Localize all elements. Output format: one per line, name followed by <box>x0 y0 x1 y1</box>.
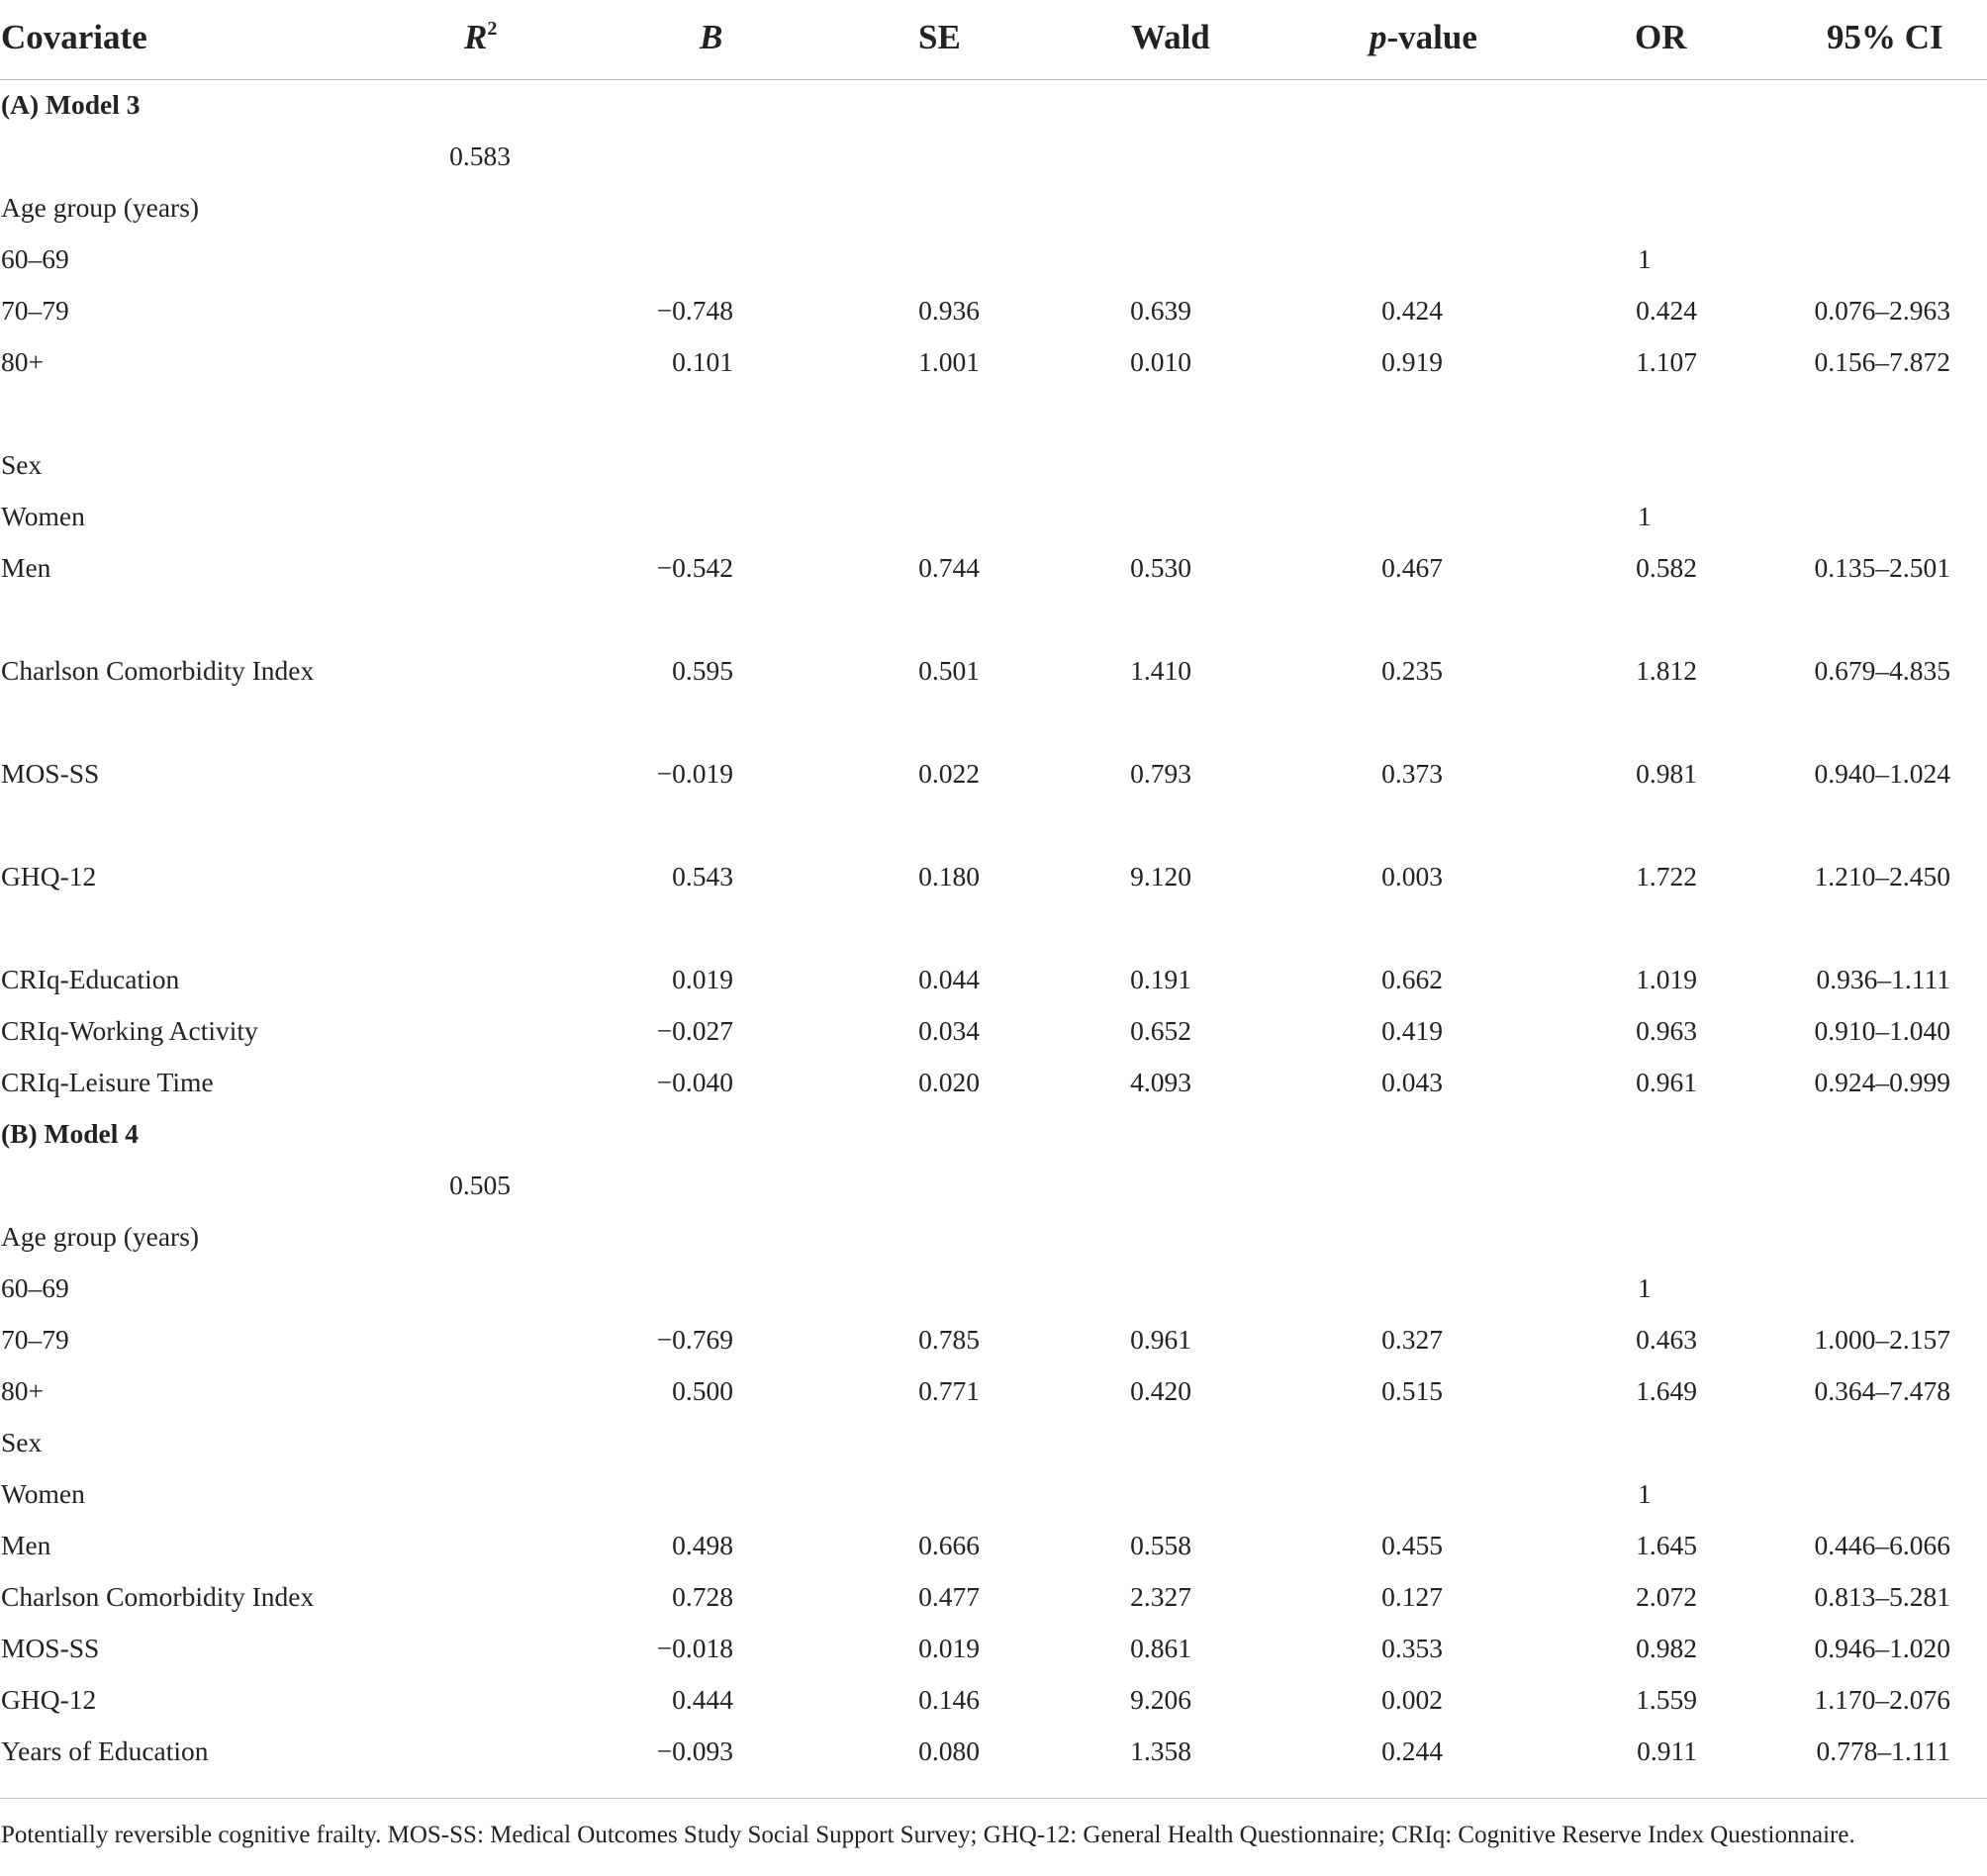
cell-se: 0.020 <box>918 1067 980 1097</box>
covariate-label: Years of Education <box>1 1735 209 1766</box>
header-p-value <box>1370 18 1477 57</box>
cell-or: 0.982 <box>1636 1633 1697 1663</box>
cell-b: 0.019 <box>672 964 733 994</box>
cell-se: 1.001 <box>918 346 980 377</box>
table-header <box>0 0 1987 80</box>
cell-p-value: 0.235 <box>1381 655 1443 686</box>
table-row <box>0 1470 1987 1522</box>
table-bottom-rule <box>0 1798 1987 1799</box>
header-wald: Wald <box>1131 18 1210 56</box>
cell-ci: 0.076–2.963 <box>1814 295 1950 326</box>
cell-wald: 4.093 <box>1130 1067 1191 1097</box>
table-row <box>0 1367 1987 1419</box>
cell-or: 1.019 <box>1636 964 1697 994</box>
covariate-label: CRIq-Working Activity <box>1 1015 258 1046</box>
table-row <box>0 750 1987 801</box>
cell-p-value: 0.353 <box>1381 1633 1443 1663</box>
cell-b: −0.769 <box>656 1324 733 1355</box>
cell-ci: 0.156–7.872 <box>1814 346 1950 377</box>
cell-p-value: 0.127 <box>1381 1581 1443 1612</box>
table-row <box>0 81 1987 133</box>
cell-ci: 0.135–2.501 <box>1814 552 1950 583</box>
table-footnote: Potentially reversible cognitive frailty. MOS-SS: Medical Outcomes Study Social Support Survey; GHQ-12: General Health Questionnaire; CRIq: Cognitive Reserve Index Questionnaire. <box>1 1822 1855 1848</box>
cell-se: 0.034 <box>918 1015 980 1046</box>
covariate-label: Age group (years) <box>1 192 200 223</box>
covariate-label: 70–79 <box>1 1324 69 1355</box>
table-row <box>0 287 1987 338</box>
cell-or: 1.645 <box>1636 1530 1697 1560</box>
table-row <box>0 1573 1987 1625</box>
cell-se: 0.666 <box>918 1530 980 1560</box>
header-r2-base: R <box>464 18 488 56</box>
cell-ci: 0.946–1.020 <box>1814 1633 1950 1663</box>
cell-se: 0.785 <box>918 1324 980 1355</box>
cell-wald: 9.206 <box>1130 1684 1191 1715</box>
cell-b: −0.018 <box>656 1633 733 1663</box>
table-row <box>0 1059 1987 1110</box>
cell-wald: 2.327 <box>1130 1581 1191 1612</box>
table-row <box>0 1007 1987 1059</box>
covariate-label: CRIq-Education <box>1 964 180 994</box>
cell-se: 0.044 <box>918 964 980 994</box>
cell-or: 1.107 <box>1636 346 1697 377</box>
cell-or: 0.424 <box>1636 295 1697 326</box>
table-row <box>0 1265 1987 1316</box>
cell-r2: 0.583 <box>449 141 511 171</box>
cell-b: 0.498 <box>672 1530 733 1560</box>
cell-se: 0.771 <box>918 1375 980 1406</box>
cell-se: 0.022 <box>918 758 980 789</box>
cell-p-value: 0.424 <box>1381 295 1443 326</box>
cell-wald: 0.639 <box>1130 295 1191 326</box>
section-heading: (A) Model 3 <box>1 89 141 120</box>
header-b-label: B <box>700 18 723 56</box>
cell-p-value: 0.467 <box>1381 552 1443 583</box>
cell-wald: 1.358 <box>1130 1735 1191 1766</box>
cell-p-value: 0.515 <box>1381 1375 1443 1406</box>
cell-b: 0.101 <box>672 346 733 377</box>
covariate-label: 60–69 <box>1 243 69 274</box>
cell-or: 1 <box>1638 1478 1652 1509</box>
cell-ci: 1.210–2.450 <box>1814 861 1950 891</box>
covariate-label: GHQ-12 <box>1 1684 97 1715</box>
cell-se: 0.936 <box>918 295 980 326</box>
covariate-label: Men <box>1 552 51 583</box>
table-row <box>0 956 1987 1007</box>
cell-p-value: 0.455 <box>1381 1530 1443 1560</box>
table-row <box>0 235 1987 287</box>
cell-b: −0.040 <box>656 1067 733 1097</box>
cell-or: 1.559 <box>1636 1684 1697 1715</box>
table-row <box>0 1728 1987 1779</box>
cell-se: 0.180 <box>918 861 980 891</box>
cell-or: 1 <box>1638 243 1652 274</box>
cell-wald: 0.530 <box>1130 552 1191 583</box>
cell-se: 0.501 <box>918 655 980 686</box>
cell-p-value: 0.662 <box>1381 964 1443 994</box>
covariate-label: 80+ <box>1 346 45 377</box>
table-row <box>0 544 1987 596</box>
covariate-label: Men <box>1 1530 51 1560</box>
cell-b: 0.543 <box>672 861 733 891</box>
table-row <box>0 493 1987 544</box>
cell-wald: 0.961 <box>1130 1324 1191 1355</box>
cell-or: 0.463 <box>1636 1324 1697 1355</box>
covariate-label: GHQ-12 <box>1 861 97 891</box>
section-heading: (B) Model 4 <box>1 1118 140 1149</box>
cell-ci: 0.910–1.040 <box>1814 1015 1950 1046</box>
cell-r2: 0.505 <box>449 1170 511 1200</box>
covariate-label: Sex <box>1 449 43 480</box>
cell-or: 1.812 <box>1636 655 1697 686</box>
cell-p-value: 0.043 <box>1381 1067 1443 1097</box>
cell-b: 0.728 <box>672 1581 733 1612</box>
cell-p-value: 0.002 <box>1381 1684 1443 1715</box>
cell-b: 0.595 <box>672 655 733 686</box>
covariate-label: Sex <box>1 1427 43 1457</box>
cell-se: 0.477 <box>918 1581 980 1612</box>
header-ci: 95% CI <box>1827 18 1943 56</box>
cell-wald: 0.793 <box>1130 758 1191 789</box>
covariate-label: 60–69 <box>1 1272 69 1303</box>
table-row <box>0 184 1987 235</box>
cell-ci: 0.924–0.999 <box>1814 1067 1950 1097</box>
cell-se: 0.744 <box>918 552 980 583</box>
cell-ci: 0.364–7.478 <box>1814 1375 1950 1406</box>
cell-or: 1 <box>1638 1272 1652 1303</box>
cell-ci: 0.940–1.024 <box>1814 758 1950 789</box>
cell-ci: 1.170–2.076 <box>1814 1684 1950 1715</box>
table-row <box>0 1625 1987 1676</box>
cell-or: 0.981 <box>1636 758 1697 789</box>
cell-or: 0.963 <box>1636 1015 1697 1046</box>
cell-b: 0.444 <box>672 1684 733 1715</box>
cell-wald: 0.191 <box>1130 964 1191 994</box>
cell-or: 2.072 <box>1636 1581 1697 1612</box>
cell-wald: 1.410 <box>1130 655 1191 686</box>
header-b <box>700 18 722 57</box>
cell-p-value: 0.327 <box>1381 1324 1443 1355</box>
cell-b: −0.542 <box>656 552 733 583</box>
covariate-label: CRIq-Leisure Time <box>1 1067 214 1097</box>
header-r2-sup: 2 <box>487 18 498 40</box>
table-row <box>0 1676 1987 1728</box>
cell-ci: 0.778–1.111 <box>1816 1735 1950 1766</box>
cell-or: 0.961 <box>1636 1067 1697 1097</box>
cell-or: 1 <box>1638 501 1652 531</box>
cell-b: −0.027 <box>656 1015 733 1046</box>
cell-p-value: 0.373 <box>1381 758 1443 789</box>
cell-b: 0.500 <box>672 1375 733 1406</box>
cell-ci: 0.936–1.111 <box>1816 964 1950 994</box>
table-row <box>0 1522 1987 1573</box>
header-r2 <box>464 18 497 57</box>
header-se: SE <box>918 18 961 56</box>
header-covariate: Covariate <box>1 18 147 56</box>
cell-b: −0.019 <box>656 758 733 789</box>
table-row <box>0 1419 1987 1470</box>
table-row <box>0 1110 1987 1162</box>
cell-b: −0.748 <box>656 295 733 326</box>
cell-wald: 0.420 <box>1130 1375 1191 1406</box>
covariate-label: Women <box>1 501 85 531</box>
cell-wald: 0.558 <box>1130 1530 1191 1560</box>
cell-wald: 9.120 <box>1130 861 1191 891</box>
covariate-label: MOS-SS <box>1 1633 100 1663</box>
table-row <box>0 1162 1987 1213</box>
table-row <box>0 853 1987 904</box>
cell-or: 1.722 <box>1636 861 1697 891</box>
cell-se: 0.080 <box>918 1735 980 1766</box>
cell-wald: 0.652 <box>1130 1015 1191 1046</box>
covariate-label: Charlson Comorbidity Index <box>1 1581 315 1612</box>
cell-or: 0.582 <box>1636 552 1697 583</box>
covariate-label: 70–79 <box>1 295 69 326</box>
covariate-label: Age group (years) <box>1 1221 200 1252</box>
covariate-label: Women <box>1 1478 85 1509</box>
table-row <box>0 1316 1987 1367</box>
cell-wald: 0.861 <box>1130 1633 1191 1663</box>
table-row <box>0 338 1987 390</box>
covariate-label: Charlson Comorbidity Index <box>1 655 315 686</box>
header-or: OR <box>1635 18 1687 56</box>
cell-wald: 0.010 <box>1130 346 1191 377</box>
cell-or: 1.649 <box>1636 1375 1697 1406</box>
header-p-rest: -value <box>1386 18 1477 56</box>
covariate-label: 80+ <box>1 1375 45 1406</box>
cell-or: 0.911 <box>1637 1735 1697 1766</box>
cell-se: 0.146 <box>918 1684 980 1715</box>
cell-b: −0.093 <box>656 1735 733 1766</box>
cell-ci: 0.813–5.281 <box>1814 1581 1950 1612</box>
cell-p-value: 0.003 <box>1381 861 1443 891</box>
table-row <box>0 133 1987 184</box>
table-row <box>0 1213 1987 1265</box>
cell-p-value: 0.419 <box>1381 1015 1443 1046</box>
table-row <box>0 441 1987 493</box>
cell-p-value: 0.919 <box>1381 346 1443 377</box>
table-row <box>0 647 1987 699</box>
cell-ci: 1.000–2.157 <box>1814 1324 1950 1355</box>
header-p-italic: p <box>1370 18 1387 56</box>
cell-ci: 0.446–6.066 <box>1814 1530 1950 1560</box>
cell-p-value: 0.244 <box>1381 1735 1443 1766</box>
covariate-label: MOS-SS <box>1 758 100 789</box>
cell-se: 0.019 <box>918 1633 980 1663</box>
cell-ci: 0.679–4.835 <box>1814 655 1950 686</box>
